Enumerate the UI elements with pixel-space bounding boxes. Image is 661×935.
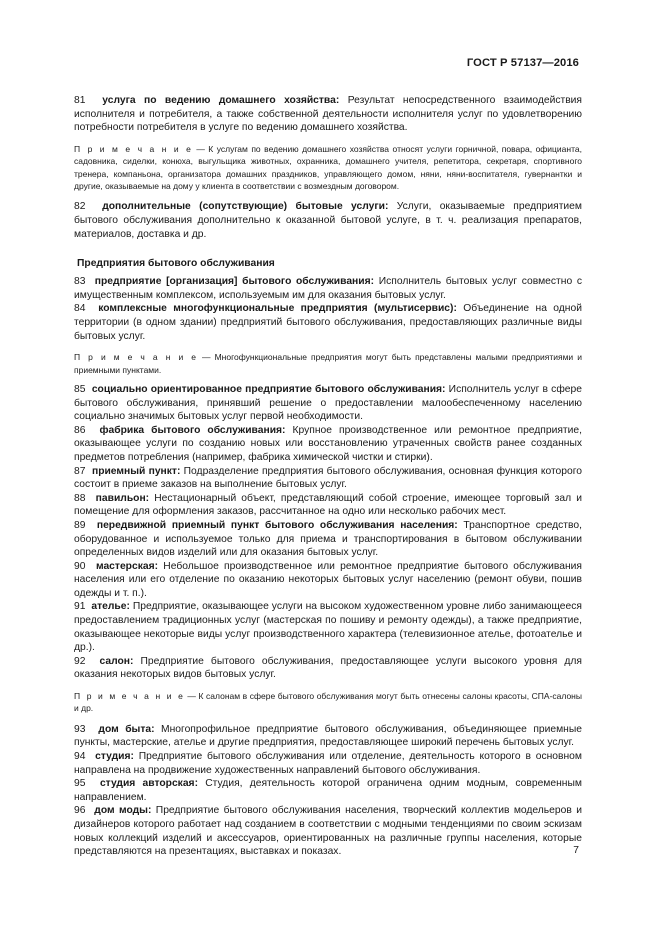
section-title: Предприятия бытового обслуживания xyxy=(77,258,275,270)
term-name: студия авторская: xyxy=(99,778,198,790)
page-number: 7 xyxy=(573,845,579,856)
term-definition: Исполнитель бытовых услуг совместно с имущественным комплексом, используемым им для оказания бытовых услуг. xyxy=(74,276,582,301)
term-name: салон: xyxy=(99,655,134,667)
term-name: ателье: xyxy=(91,601,130,613)
note-text: — Многофункциональные предприятия могут быть представлены малыми предприятиями и приемными пунктами. xyxy=(74,352,582,375)
term-entry: 89 передвижной приемный пункт бытового обслуживания населения: Транспортное средство, оборудованное и используемое только для приема и транспортирования в бытовом обслуживании определенных видов изделий или для оказания бытовых услуг. xyxy=(74,519,582,559)
term-definition: Предприятие бытового обслуживания или отделение, деятельность которого в основном направлена на продвижение художественных направлений бытового обслуживания. xyxy=(74,751,582,776)
term-name: комплексные многофункциональные предприятия (мультисервис): xyxy=(98,303,457,315)
term-name: предприятие [организация] бытового обслуживания: xyxy=(94,276,375,288)
term-entry: 96 дом моды: Предприятие бытового обслуживания населения, творческий коллектив модельеров и дизайнеров которого работает над созданием в соответствии с модными тенденциями по своим эскизам новых коллекций изделий и аксессуаров, ориентированных на различные группы населения, которые представляются на презентациях, выставках и показах. xyxy=(74,805,582,858)
term-definition: Крупное производственное или ремонтное предприятие, оказывающее услуги по созданию новых или восстановлению утраченных свойств ранее созданных предметов потребления (например, фабрика химической чистки и стирки). xyxy=(74,424,582,463)
term-definition: Предприятие бытового обслуживания, предоставляющее услуги высокого уровня для оказания некоторых видов бытовых услуг. xyxy=(74,655,582,681)
page-content xyxy=(74,94,582,859)
term-definition: Предприятие, оказывающее услуги на высоком художественном уровне либо занимающееся предоставлением традиционных услуг (мастерская по пошиву и ремонту одежды), а также предприятие, оказывающее некоторые виды услуг производственного характера (телевизионное ателье, фотоателье и др.). xyxy=(74,601,582,654)
term-name: дополнительные (сопутствующие) бытовые услуги: xyxy=(102,201,389,213)
term-entry: 84 комплексные многофункциональные предприятия (мультисервис): Объединение на одной территории (в одном здании) предприятий бытового обслуживания, предоставляющих различные виды бытовых услуг. xyxy=(74,303,582,342)
term-name: приемный пункт: xyxy=(91,465,181,477)
term-name: студия: xyxy=(95,751,134,763)
term-entry: 88 павильон: Нестационарный объект, представляющий собой строение, имеющее торговый зал и помещение для оформления заказов, рассчитанное на одно или несколько рабочих мест. xyxy=(74,492,582,518)
term-entry: 94 студия: Предприятие бытового обслуживания или отделение, деятельность которого в основном направлена на продвижение художественных направлений бытового обслуживания. xyxy=(74,751,582,776)
term-name: мастерская: xyxy=(95,560,159,572)
note xyxy=(74,351,582,376)
note xyxy=(74,143,582,193)
term-entry: 93 дом быта: Многопрофильное предприятие бытового обслуживания, объединяющее приемные пункты, мастерские, ателье и другие предприятия, предоставляющее широкий перечень бытовых услуг. xyxy=(74,723,582,749)
term-name: социально ориентированное предприятие бытового обслуживания: xyxy=(91,383,446,395)
note xyxy=(74,690,582,715)
term-entry: 87 приемный пункт: Подразделение предприятия бытового обслуживания, основная функция которого состоит в приеме заказов на выполнение бытовых услуг. xyxy=(74,465,582,491)
term-definition: Многопрофильное предприятие бытового обслуживания, объединяющее приемные пункты, мастерские, ателье и другие предприятия, предоставляющее широкий перечень бытовых услуг. xyxy=(74,723,582,749)
term-definition: Услуги, оказываемые предприятием бытового обслуживания дополнительно к оказанной бытовой услуге, в т. ч. реализация препаратов, материалов, доставка и др. xyxy=(74,201,582,240)
term-name: павильон: xyxy=(95,492,150,504)
term-definition: Предприятие бытового обслуживания населения, творческий коллектив модельеров и дизайнеров которого работает над созданием в соответствии с модными тенденциями по своим эскизам новых коллекций изделий и аксессуаров, ориентированных на различные группы населения, которые представляются на презентациях, выставках и показах. xyxy=(74,805,582,858)
term-entry: 81 услуга по ведению домашнего хозяйства: Результат непосредственного взаимодействия исполнителя и потребителя, а также собственной деятельности исполнителя услуг по удовлетворению потребности потребителя в услуге по ведению домашнего хозяйства. xyxy=(74,95,582,134)
term-definition: Результат непосредственного взаимодействия исполнителя и потребителя, а также собственной деятельности исполнителя услуг по удовлетворению потребности потребителя в услуге по ведению домашнего хозяйства. xyxy=(74,95,582,134)
term-name: фабрика бытового обслуживания: xyxy=(99,424,286,436)
term-definition: Студия, деятельность которой ограничена одним модным, современным направлением. xyxy=(74,778,582,803)
term-definition: Транспортное средство, оборудованное и используемое только для приема и транспортирования в бытовом обслуживании определенных видов изделий или для оказания бытовых услуг. xyxy=(74,519,582,559)
term-entry: 95 студия авторская: Студия, деятельность которой ограничена одним модным, современным направлением. xyxy=(74,778,582,803)
term-entry: 82 дополнительные (сопутствующие) бытовые услуги: Услуги, оказываемые предприятием бытового обслуживания дополнительно к оказанной бытовой услуге, в т. ч. реализация препаратов, материалов, доставка и др. xyxy=(74,201,582,240)
note-label: П р и м е ч а н и е xyxy=(74,352,198,363)
term-name: услуга по ведению домашнего хозяйства: xyxy=(102,95,340,106)
term-name: дом быта: xyxy=(98,723,155,735)
term-entry: 83 предприятие [организация] бытового обслуживания: Исполнитель бытовых услуг совместно с имущественным комплексом, используемым им для оказания бытовых услуг. xyxy=(74,276,582,301)
term-definition: Нестационарный объект, представляющий собой строение, имеющее торговый зал и помещение для оформления заказов, рассчитанное на одно или несколько рабочих мест. xyxy=(74,492,582,518)
term-entry: 91 ателье: Предприятие, оказывающее услуги на высоком художественном уровне либо занимающееся предоставлением традиционных услуг (мастерская по пошиву и ремонту одежды), а также предприятие, оказывающее некоторые виды услуг производственного характера (телевизионное ателье, фотоателье и др.). xyxy=(74,601,582,654)
term-definition: Подразделение предприятия бытового обслуживания, основная функция которого состоит в приеме заказов на выполнение бытовых услуг. xyxy=(74,465,582,491)
term-definition: Небольшое производственное или ремонтное предприятие бытового обслуживания населения или его отделение по оказанию некоторых бытовых услуг населению (ремонт обуви, пошив одежды и т. п.). xyxy=(74,560,582,599)
term-entry: 92 салон: Предприятие бытового обслуживания, предоставляющее услуги высокого уровня для оказания некоторых видов бытовых услуг. xyxy=(74,655,582,681)
term-entry: 85 социально ориентированное предприятие бытового обслуживания: Исполнитель услуг в сфере бытового обслуживания, принявший решение о предоставлении малообеспеченному населению социально значимых бытовых услуг первой необходимости. xyxy=(74,383,582,423)
note-text: — К услугам по ведению домашнего хозяйства относят услуги горничной, повара, официанта, садовника, сиделки, конюха, выгульщика животных, охранника, домашнего учителя, репетитора, секретаря, спортивного тренера, компаньона, организатора домашних праздников, управляющего домом, няни, няни-воспитателя, гувернантки и другие, оказываемые на дому у клиента в соответствии с возмездным договором. xyxy=(74,143,582,191)
term-name: передвижной приемный пункт бытового обслуживания населения: xyxy=(96,519,458,531)
document-code: ГОСТ Р 57137—2016 xyxy=(466,57,579,69)
term-definition: Исполнитель услуг в сфере бытового обслуживания, принявший решение о предоставлении малообеспеченному населению социально значимых бытовых услуг первой необходимости. xyxy=(74,383,582,423)
term-name: дом моды: xyxy=(94,805,152,817)
term-entry: 86 фабрика бытового обслуживания: Крупное производственное или ремонтное предприятие, оказывающее услуги по созданию новых или восстановлению утраченных свойств ранее созданных предметов потребления (например, фабрика химической чистки и стирки). xyxy=(74,424,582,463)
term-entry: 90 мастерская: Небольшое производственное или ремонтное предприятие бытового обслуживания населения или его отделение по оказанию некоторых бытовых услуг населению (ремонт обуви, пошив одежды и т. п.). xyxy=(74,560,582,599)
note-label: П р и м е ч а н и е xyxy=(74,143,193,154)
note-text: — К салонам в сфере бытового обслуживания могут быть отнесены салоны красоты, СПА-салоны и др. xyxy=(74,691,582,714)
term-definition: Объединение на одной территории (в одном здании) предприятий бытового обслуживания, предоставляющих различные виды бытовых услуг. xyxy=(74,303,582,342)
note-label: П р и м е ч а н и е xyxy=(74,691,185,702)
